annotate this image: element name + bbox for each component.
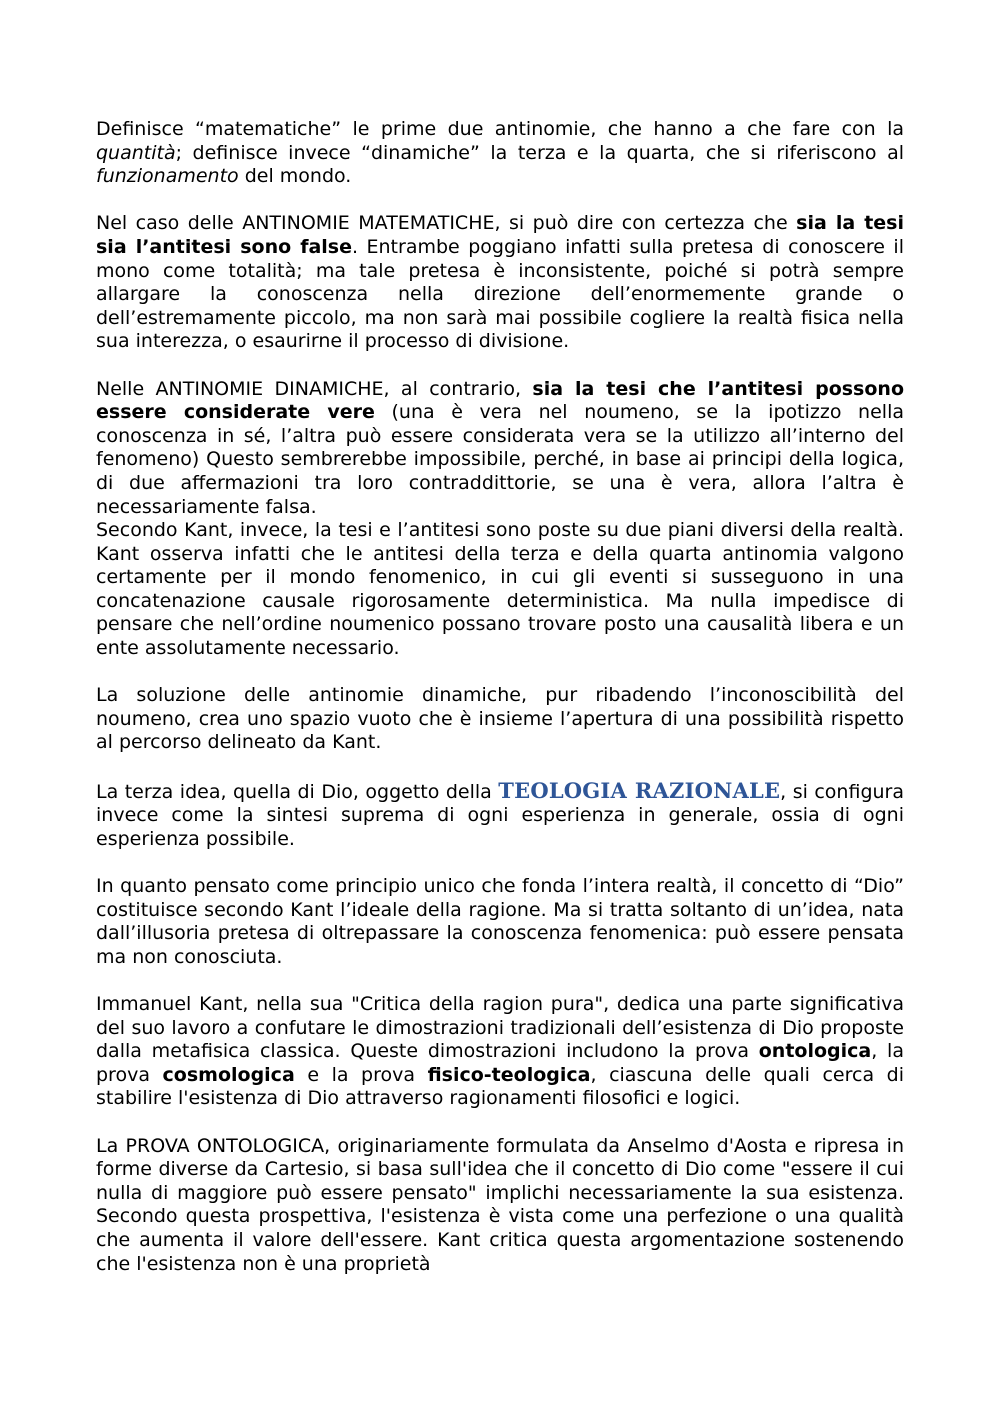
paragraph-terza-idea [96,779,904,852]
text-span: La terza idea, quella di Dio, oggetto della [96,780,499,803]
paragraph-soluzione-dinamiche: La soluzione delle antinomie dinamiche, pur ribadendo l’inconoscibilità del noumeno, crea uno spazio vuoto che è insieme l’apertura di una possibilità rispetto al percorso delineato da Kant. [96,684,904,754]
paragraph-soluzione-kant: Secondo Kant, invece, la tesi e l’antitesi sono poste su due piani diversi della realtà. Kant osserva infatti che le antitesi della terza e della quarta antinomia valgono certamente per il mondo fenomenico, in cui gli eventi si susseguono in una concatenazione causale rigorosamente deterministica. Ma nulla impedisce di pensare che nell’ordine noumenico possano trovare posto una causalità libera e un ente assolutamente necessario. [96,519,904,660]
text-span: , ciascuna delle quali cerca di stabilire l'esistenza di Dio attraverso ragionamenti filosofici e logici. [96,1063,904,1110]
text-span: , si configura invece come la sintesi suprema di ogni esperienza in generale, ossia di ogni esperienza possibile. [96,780,905,850]
paragraph-ideale-ragione: In quanto pensato come principio unico che fonda l’intera realtà, il concetto di “Dio” costituisce secondo Kant l’ideale della ragione. Ma si tratta soltanto di un’idea, nata dall’illusoria pretesa di oltrepassare la conoscenza fenomenica: può essere pensata ma non conosciuta. [96,875,904,968]
bold-term-cosmologica: cosmologica [162,1063,295,1086]
paragraph-prova-ontologica: La PROVA ONTOLOGICA, originariamente formulata da Anselmo d'Aosta e ripresa in forme diverse da Cartesio, si basa sull'idea che il concetto di Dio come "essere il cui nulla di maggiore può essere pensato" implichi necessariamente la sua esistenza. Secondo questa prospettiva, l'esistenza è vista come una perfezione o una qualità che aumenta il valore dell'essere. Kant critica questa argomentazione sostenendo che l'esistenza non è una proprietà [96,1134,904,1275]
text-span: . Entrambe poggiano infatti sulla pretesa di conoscere il mono come totalità; ma tale pretesa è inconsistente, poiché si potrà sempre allargare la conoscenza nella direzione dell’enormemente grande o dell’estremamente piccolo, ma non sarà mai possibile cogliere la realtà fisica nella sua interezza, o esaurirne il processo di divisione. [96,235,904,353]
document-page [96,118,904,1276]
italic-term-funzionamento: funzionamento [96,165,239,188]
bold-phrase: sia la tesi che l’antitesi possono essere considerate vere [96,377,904,424]
paragraph-antinomie-classificazione [96,118,904,189]
bold-term-fisico-teologica: fisico-teologica [427,1063,591,1086]
bold-phrase: sia la tesi sia l’antitesi sono false [96,212,905,258]
paragraph-antinomie-matematiche [96,212,904,354]
paragraph-antinomie-dinamiche [96,378,904,520]
bold-term-ontologica: ontologica [758,1040,872,1063]
italic-term-quantita: quantità [96,141,176,164]
text-span: Nelle ANTINOMIE DINAMICHE, al contrario, [96,377,533,400]
text-span: Definisce “matematiche” le prime due antinomie, che hanno a che fare con la [96,118,904,140]
text-span: Nel caso delle ANTINOMIE MATEMATICHE, si può dire con certezza che [96,212,797,235]
section-heading-teologia-razionale: TEOLOGIA RAZIONALE [498,777,781,803]
text-span: ; definisce invece “dinamiche” la terza e la quarta, che si riferiscono al [175,141,904,164]
text-span: (una è vera nel noumeno, se la ipotizzo nella conoscenza in sé, l’altra può essere considerata vera se la utilizzo all’interno del fenomeno) Questo sembrerebbe impossibile, perché, in base ai principi della logica, di due affermazioni tra loro contraddittorie, se una è vera, allora l’altra è necessariamente falsa. [96,401,904,518]
text-span: del mondo. [238,165,352,188]
paragraph-prove-esistenza-dio [96,993,904,1111]
text-span: , la prova [96,1040,904,1086]
text-span: Immanuel Kant, nella sua "Critica della ragion pura", dedica una parte significativa del suo lavoro a confutare le dimostrazioni tradizionali dell’esistenza di Dio proposte dalla metafisica classica. Queste dimostrazioni includono la prova [96,992,904,1063]
text-span: e la prova [294,1063,428,1086]
